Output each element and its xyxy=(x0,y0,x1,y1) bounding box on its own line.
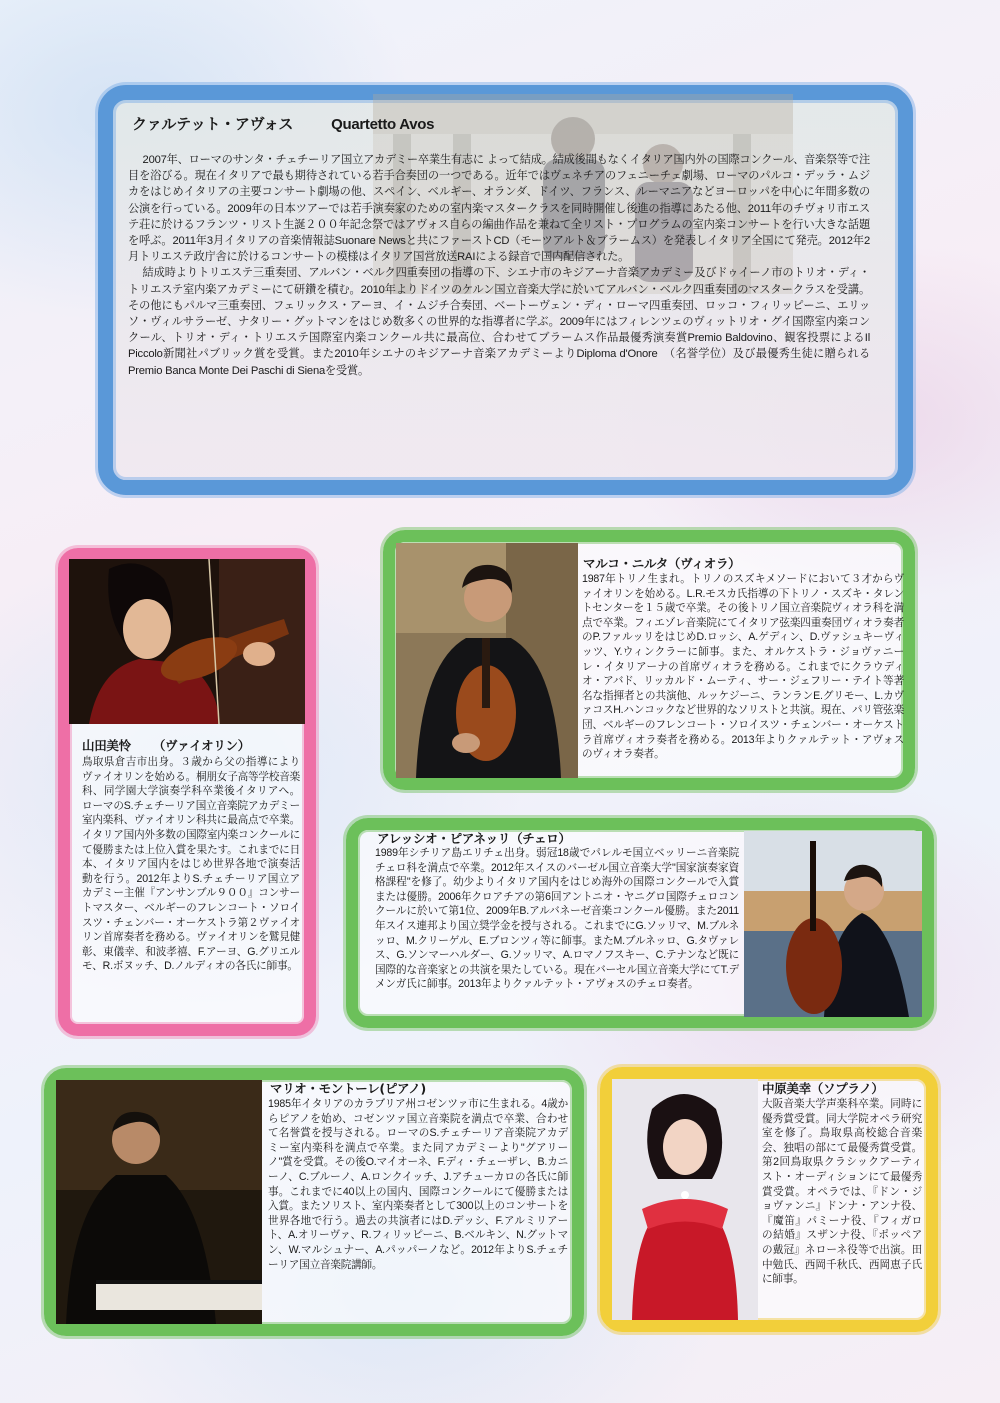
nakahara-name: 中原美幸（ソプラノ） xyxy=(762,1081,884,1096)
yamada-photo xyxy=(69,559,305,724)
mario-photo xyxy=(56,1080,262,1324)
quartet-title-en: Quartetto Avos xyxy=(331,116,435,133)
quartet-description xyxy=(128,152,870,379)
yamada-bio: 鳥取県倉吉市出身。３歳から父の指導によりヴァイオリンを始める。桐朋女子高等学校音楽科、同学園大学演奏学科卒業後イタリアへ。ローマのS.チェチーリア国立音楽院アカデミー室内楽科、ヴァイオリン科共に最高点で卒業。イタリア国内外多数の国際室内楽コンクールにて優勝または上位入賞を果たす。これまでに日本、イタリア国内をはじめ世界各地で演奏活動を行う。2012年よりS.チェチーリア国立アカデミー主催『アンサンブル９００』コンサートマスター、ベルギーのフレンコート・ソロイスツ・チェンバー・オーケストラ第２ヴァイオリン首席奏者を務める。ヴァイオリンを鷲見健彰、東儀幸、和波孝禧、F.アーヨ、G.グリエルモ、R.ボヌッチ、D.ノルディオの各氏に師事。 xyxy=(82,756,300,973)
mario-name: マリオ・モントーレ(ピアノ) xyxy=(270,1081,426,1096)
marco-name: マルコ・ニルタ（ヴィオラ） xyxy=(583,556,741,571)
alessio-name: アレッシオ・ピアネッリ（チェロ） xyxy=(377,831,571,846)
nakahara-bio: 大阪音楽大学声楽科卒業。同時に優秀賞受賞。同大学院オペラ研究室を修了。鳥取県高校総合音楽会、独唱の部にて最優秀賞受賞。第2回鳥取県クラシックアーティスト・オーディションにて最優秀賞受賞。オペラでは、『ドン・ジョヴァンニ』ドンナ・アンナ役、『魔笛』パミーナ役、『フィガロの結婚』スザンナ役、『ポッペアの戴冠』ネローネ役等で出演。田中勉氏、西岡千秋氏、西岡恵子氏に師事。 xyxy=(762,1098,922,1286)
nakahara-photo xyxy=(612,1079,758,1320)
yamada-role: （ヴァイオリン） xyxy=(152,738,250,753)
yamada-name: 山田美怜 xyxy=(82,738,131,753)
quartet-title xyxy=(132,113,434,134)
alessio-photo xyxy=(744,831,922,1017)
marco-bio: 1987年トリノ生まれ。トリノのスズキメソードにおいて３才からヴァイオリンを始める。L.R.モスカ氏指導の下トリノ・スズキ・タレントセンターを１５歳で卒業。その後トリノ国立音楽院ヴィオラ科を満点で卒業。フィエゾレ音楽院にてイタリア弦楽四重奏団ヴィオラ奏者のP.ファルッリをはじめD.ロッシ、A.ゲディン、D.ヴァシュキーヴィッツ、Y.ウィンクラーに師事。また、オルケストラ・ジョヴァニーレ・イタリアーナの首席ヴィオラを務める。これまでにクラウディオ・アバド、リッカルド・ムーティ、サー・ジェフリー・テイト等著名な指揮者との共演他、ルッケジーニ、ランランE.グリモー、L.カヴァコスH.ハンコックなど世界的なソリストと共演。現在、パリ管弦楽団、ベルギーのフレンコート・ソロイスツ・チェンバー・オーケストラ首席ヴィオラ奏者を務める。2013年よりクァルテット・アヴォスのヴィオラ奏者。 xyxy=(582,573,904,761)
quartet-title-ja: クァルテット・アヴォス xyxy=(132,115,294,133)
quartet-paragraph-1: 2007年、ローマのサンタ・チェチーリア国立アカデミー卒業生有志に よって結成。結成後間もなくイタリア国内外の国際コンクール、音楽祭等で注目を浴びる。現在イタリアで最も期待されている若手合奏団の一つである。近年ではヴェネチアのフェニーチェ劇場、ローマのパルコ・デッラ・ムジカをはじめイタリアの主要コンサート劇場の他、スペイン、ベルギー、オランダ、ドイツ、フランス、ルーマニアなどヨーロッパを中心に年間多数の公演を行っている。2009年の日本ツアーでは若手演奏家のための室内楽マスタークラスを同時開催し後進の指導にあたる他、2011年のチヴォリ市エステ荘に於けるフランツ・リスト生誕２００年記念祭ではアヴォス自らの編曲作品を兼ねて全リスト・プログラムの室内楽コンサートを行い大きな話題を呼ぶ。2011年3月イタリアの音楽情報誌Suonare Newsと共にファーストCD（モーツアルト＆ブラームス）を発表しイタリア全国にて発売。2012年2月トリエステ政庁舎に於けるコンサートの模様はイタリア国営放送RAIによる録音で国内配信された。 xyxy=(128,154,870,264)
quartet-paragraph-2: 結成時よりトリエステ三重奏団、アルバン・ベルク四重奏団の指導の下、シエナ市のキジアーナ音楽アカデミー及びドゥイーノ市のトリオ・ディ・トリエステ室内楽アカデミーにて研鑽を積む。2010年よりドイツのケルン国立音楽大学に於いてアルバン・ベルク四重奏団のマスタークラスを受講。その他にもパルマ三重奏団、フェリックス・アーヨ、イ・ムジチ合奏団、ベートーヴェン・ディ・ローマ四重奏団、ロッコ・フィリッピーニ、エリッソ・ヴィルサラーゼ、ナタリー・グットマンをはじめ数多くの世界的な指導者に学ぶ。2009年にはフィレンツェのヴィットリオ・グイ国際室内楽コンクール、トリオ・ディ・トリエステ国際室内楽コンクール共に最高位、合わせてブラームス作品最優秀演奏賞Premio Baldovino、観客投票によるIl Piccolo新聞社パブリック賞を受賞。また2010年シエナのキジアーナ音楽アカデミーよりDiploma d'Onore （名誉学位）及び最優秀生徒に贈られるPremio Banca Monte Dei Paschi di Sienaを受賞。 xyxy=(128,267,870,377)
mario-bio: 1985年イタリアのカラブリア州コゼンツァ市に生まれる。4歳からピアノを始め、コゼンツァ国立音楽院を満点で卒業、合わせて名誉賞を授与される。ローマのS.チェチーリア音楽院アカデミー室内楽科を満点で卒業。また同アカデミーより"グアリーノ"賞を受賞。その後O.マイオーネ、F.ディ・チェーザレ、B.カニーノ、C.ブルーノ、A.ロンクイッチ、J.アチューカロの各氏に師事。これまでに40以上の国内、国際コンクールにて優勝または入賞。またソリスト、室内楽奏者として300以上のコンサートを世界各地で行う。過去の共演者にはD.デッシ、F.アルミリアート、A.オリーヴァ、R.フィリッピーニ、B.ベルキン、N.グットマン、W.マルシュナー、A.パッパーノなど。2012年よりS.チェチーリア国立音楽院講師。 xyxy=(268,1098,568,1271)
alessio-bio: 1989年シチリア島エリチェ出身。弱冠18歳でパレルモ国立ベッリーニ音楽院チェロ科を満点で卒業。2012年スイスのバーゼル国立音楽大学"国家演奏家資格課程"を修了。幼少よりイタリア国内をはじめ海外の国際コンクールで入賞または優勝。2006年クロアチアの第6回アントニオ・ヤニグロ国際チェロコンクールに於いて第1位、2009年B.アルバネーゼ音楽コンクール優勝。また2011年スイス連邦より国立奨学金を授与される。これまでにG.ソッリマ、M.ブルネッロ、M.クリーゲル、E.ブロンツィ等に師事。またM.ブルネッロ、G.タヴァレス、G.ソンマーハルダー、G.ソッリマ、A.ロマノフスキー、C.テナンなど既に国際的な音楽家との共演を果たしている。現在バーセル国立音楽大学にてT.デメンガ氏に師事。2013年よりクァルテット・アヴォスのチェロ奏者。 xyxy=(375,847,739,991)
yamada-name-line xyxy=(82,738,250,753)
marco-photo xyxy=(396,543,578,778)
